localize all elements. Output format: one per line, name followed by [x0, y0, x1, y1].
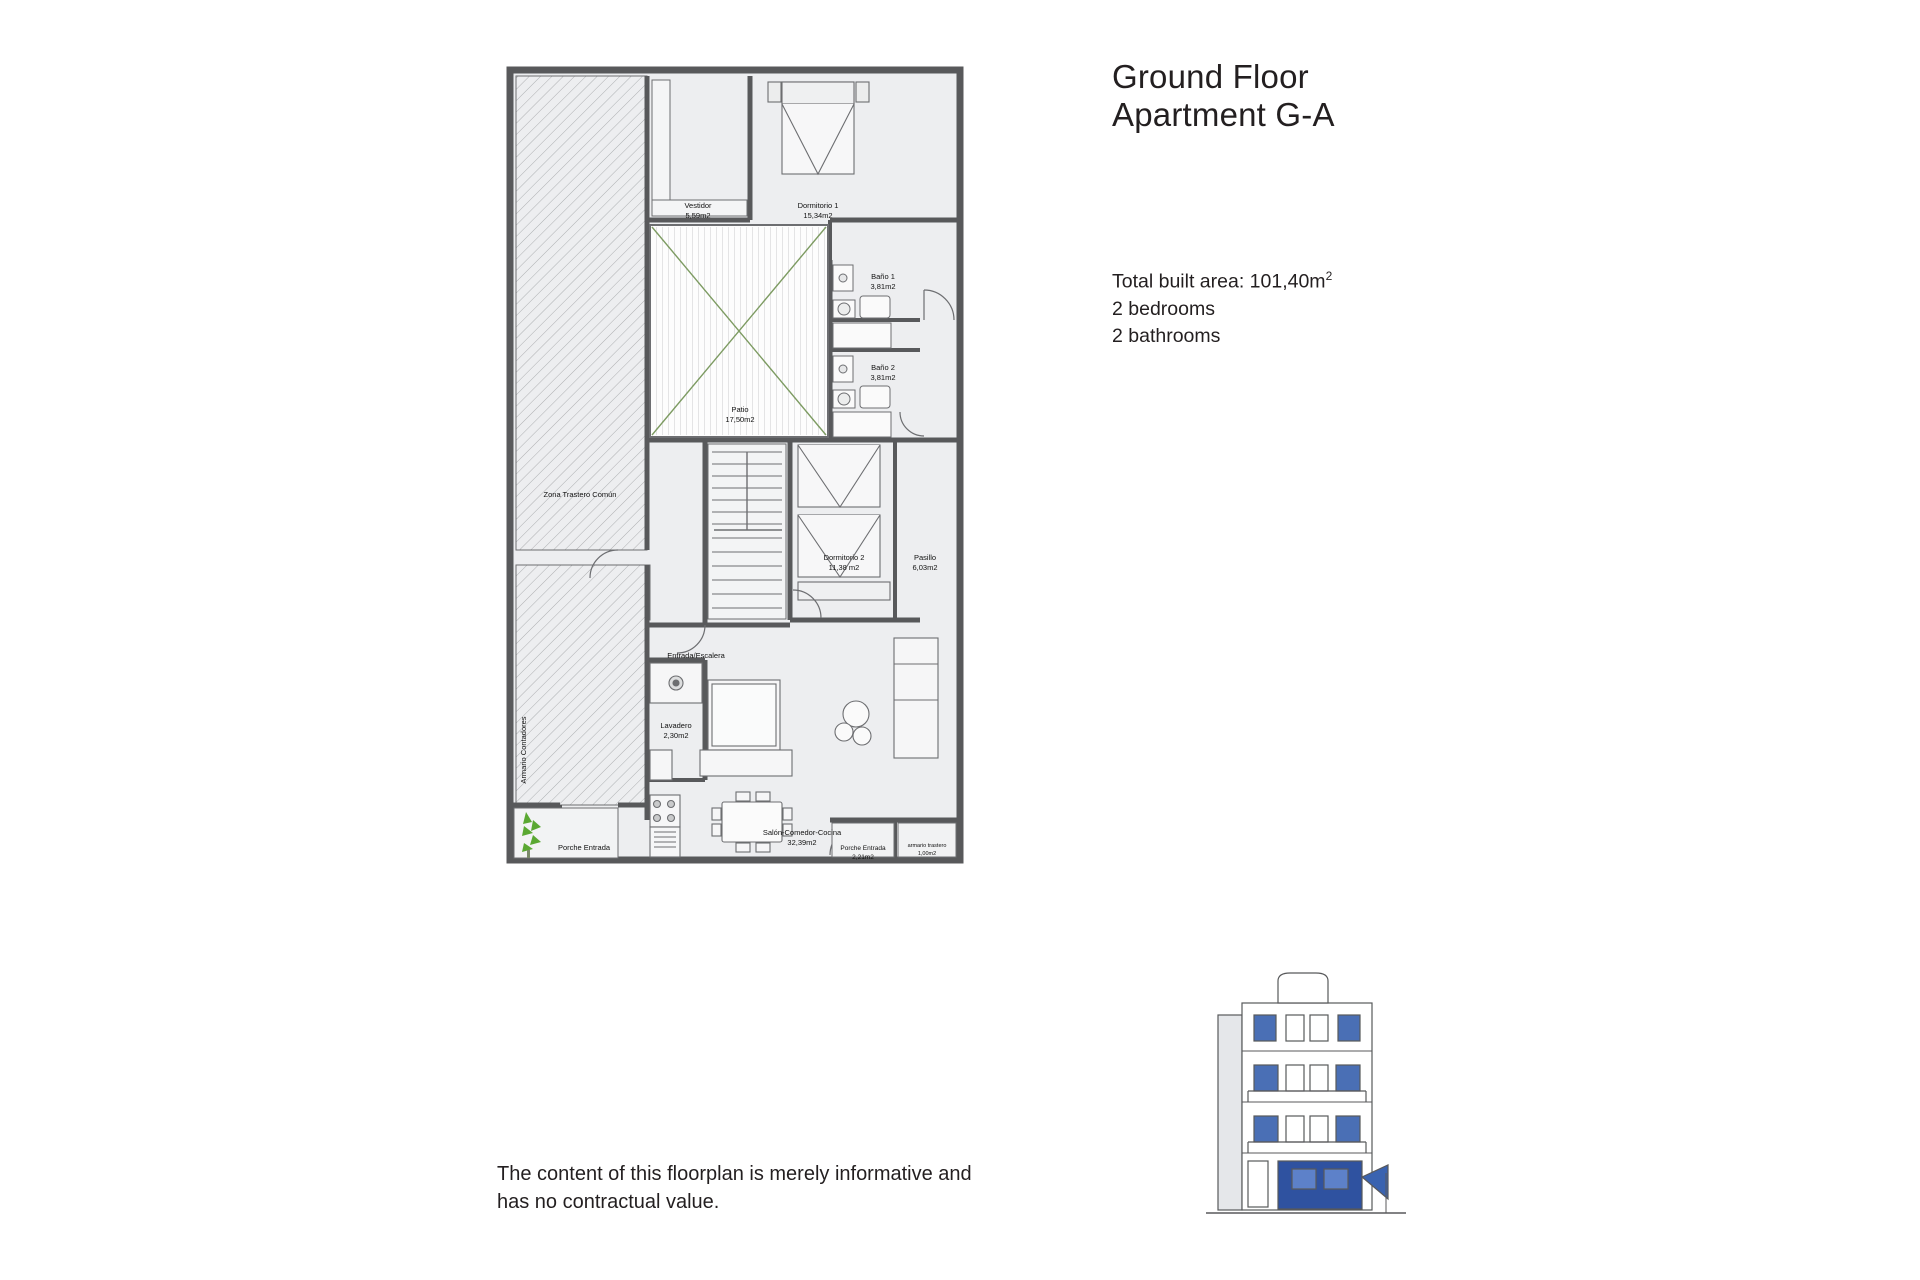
label-armario-contadores: Armario Contadores: [519, 716, 528, 784]
label-entrada-escalera: Entrada/Escalera: [667, 651, 725, 660]
label-bathroom2-area: 3,81m2: [870, 373, 896, 382]
label-porche-entrada2-name: Porche Entrada: [840, 845, 886, 852]
bathrooms-count: 2 bathrooms: [1112, 324, 1221, 347]
label-bedroom1-name: Dormitorio 1: [797, 201, 839, 210]
staircase: [708, 444, 786, 619]
label-lavadero-name: Lavadero: [660, 721, 692, 730]
total-built-area-unit: 2: [1325, 269, 1333, 283]
label-bedroom2-area: 11,38 m2: [828, 563, 860, 572]
label-living-area: 32,39m2: [787, 838, 817, 847]
label-vestidor-area: 5,59m2: [685, 211, 711, 220]
label-bathroom1-area: 3,81m2: [870, 282, 896, 291]
floorplan-drawing: [500, 60, 1090, 1060]
label-pasillo-area: 6,03m2: [912, 563, 938, 572]
disclaimer: [497, 1160, 1137, 1216]
zone-common-storage: [516, 76, 647, 550]
bedrooms-count: 2 bedrooms: [1112, 297, 1215, 320]
label-armario-trastero-name: armario trastero: [907, 843, 947, 849]
disclaimer-line1: The content of this floorplan is merely informative and: [497, 1163, 972, 1185]
label-pasillo-name: Pasillo: [913, 553, 937, 562]
bedroom2-bed: [798, 445, 890, 600]
title-block: [1112, 58, 1632, 134]
label-porche-entrada: Porche Entrada: [557, 843, 611, 852]
label-bathroom2-name: Baño 2: [871, 363, 895, 372]
label-living-name: Salón-Comedor-Cocina: [762, 828, 842, 837]
page-title-line2: Apartment G-A: [1112, 96, 1335, 133]
disclaimer-line2: has no contractual value.: [497, 1191, 720, 1213]
zone-entrance-staircase: [516, 565, 650, 805]
building-elevation-thumbnail: [1200, 955, 1440, 1225]
label-patio-area: 17,50m2: [725, 415, 755, 424]
label-bathroom1-name: Baño 1: [871, 272, 895, 281]
label-zona-trastero-comun: Zona Trastero Común: [543, 490, 617, 499]
summary-block: [1112, 263, 1592, 350]
total-built-area-text: Total built area: 101,40m: [1112, 270, 1326, 293]
label-lavadero-area: 2,30m2: [663, 731, 689, 740]
label-vestidor-name: Vestidor: [684, 201, 712, 210]
total-built-area: [1112, 263, 1592, 296]
bedroom1-bed: [768, 82, 869, 174]
label-armario-trastero-area: 1,00m2: [917, 851, 937, 857]
label-bedroom1-area: 15,34m2: [803, 211, 833, 220]
label-patio-name: Patio: [731, 405, 749, 414]
label-bedroom2-name: Dormitorio 2: [823, 553, 865, 562]
page-title-line1: Ground Floor: [1112, 58, 1309, 95]
label-porche-entrada2-area: 2,21m2: [852, 854, 874, 861]
